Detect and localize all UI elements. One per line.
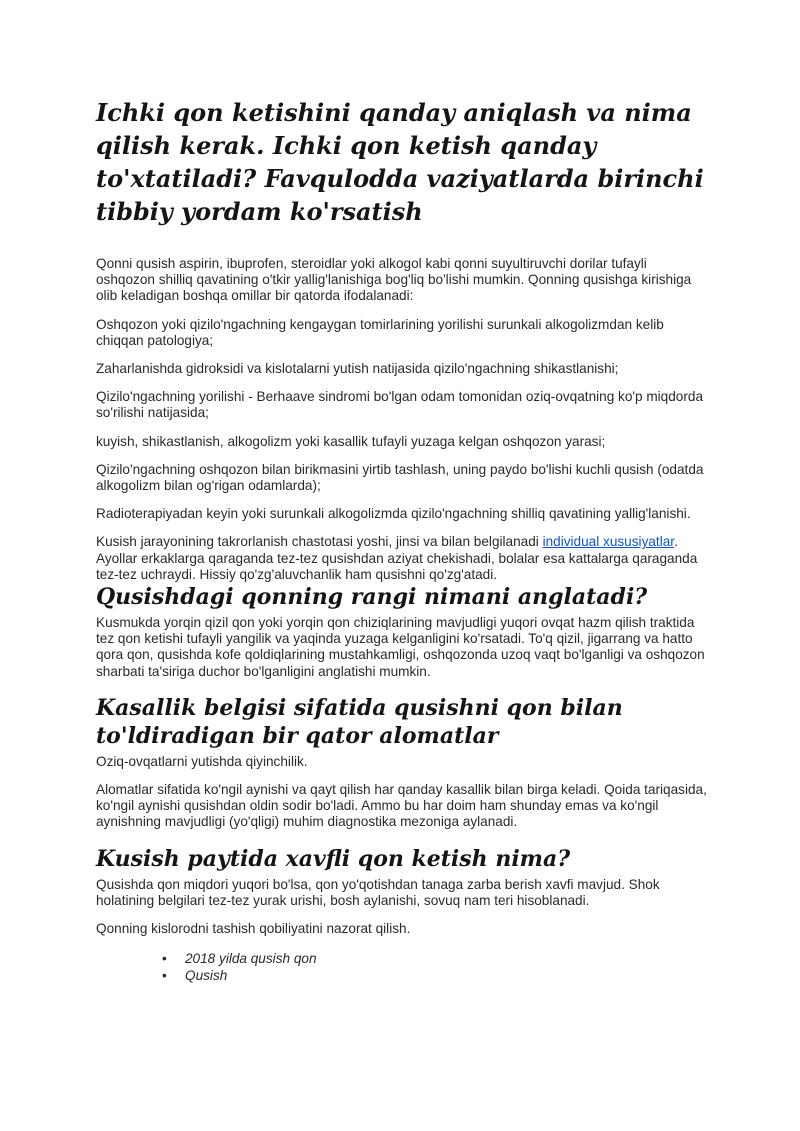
- bullet-icon: •: [162, 967, 167, 983]
- list-item-label: 2018 yilda qusish qon: [185, 951, 317, 967]
- frequency-text-start: Kusish jarayonining takrorlanish chastotasi yoshi, jinsi va bilan belgilanadi: [96, 534, 543, 550]
- section-heading-danger: Kusish paytida xavfli qon ketish nima?: [96, 845, 571, 872]
- list-item[interactable]: [162, 967, 708, 985]
- frequency-text-end: . Ayollar erkaklarga qaraganda tez-tez qusishdan aziyat chekishadi, bolalar esa kattalarga qaraganda tez-tez uchraydi. Hissiy qo'zg'aluvchanlik ham qusishni qo'zg'atadi.: [96, 534, 698, 582]
- bullet-icon: •: [162, 951, 167, 967]
- symptoms-paragraph-2: Alomatlar sifatida ko'ngil aynishi va qayt qilish har qanday kasallik bilan birga keladi. Qoida tariqasida, ko'ngil aynishi qusishdan oldin sodir bo'ladi. Ammo bu har doim ham shunday emas va ko'ngil aynishning mavjudligi (yo'qligi) muhim diagnostika mezoniga aylanadi.: [96, 782, 707, 830]
- page-title: Ichki qon ketishini qanday aniqlash va nima qilish kerak. Ichki qon ketish qanday to'xtatiladi? Favqulodda vaziyatlarda birinchi tibbiy yordam ko'rsatish: [96, 98, 704, 226]
- cause-item: Qizilo'ngachning yorilishi - Berhaave sindromi bo'lgan odam tomonidan oziq-ovqatning ko'p miqdorda so'rilishi natijasida;: [96, 389, 704, 421]
- document-page: [96, 96, 708, 984]
- individual-features-link[interactable]: individual xususiyatlar: [542, 534, 675, 550]
- cause-item: Qizilo'ngachning oshqozon bilan birikmasini yirtib tashlash, uning paydo bo'lishi kuchli qusish (odatda alkogolizm bilan og'rigan odamlarda);: [96, 461, 704, 494]
- danger-paragraph-1: Qusishda qon miqdori yuqori bo'lsa, qon yo'qotishdan tanaga zarba berish xavfi mavjud. Shok holatining belgilari tez-tez yurak urishi, bosh aylanishi, sovuq nam teri hisoblanadi.: [96, 876, 660, 908]
- symptoms-paragraph-1: Oziq-ovqatlarni yutishda qiyinchilik.: [96, 753, 308, 769]
- list-item-label: Qusish: [185, 967, 228, 983]
- cause-item: kuyish, shikastlanish, alkogolizm yoki kasallik tufayli yuzaga kelgan oshqozon yarasi;: [96, 433, 606, 449]
- section-heading-symptoms: Kasallik belgisi sifatida qusishni qon bilan to'ldiradigan bir qator alomatlar: [96, 694, 623, 749]
- section-heading-blood-color: Qusishdagi qonning rangi nimani anglatadi?: [96, 584, 648, 611]
- blood-color-paragraph: Kusmukda yorqin qizil qon yoki yorqin qon chiziqlarining mavjudligi yuqori ovqat hazm qilish traktida tez qon ketishi tufayli yangilik va yaqinda yuzaga kelganligini ko'rsatadi. To'q qizil, jigarrang va hatto qora qon, qusishda kofe qoldiqlarining mustahkamligi, oshqozonda uzoq vaqt bo'lganligi va oshqozon sharbati ta'siriga duchor bo'lganligini anglatishi mumkin.: [96, 615, 705, 679]
- related-links-list: [96, 951, 708, 984]
- cause-item: Radioterapiyadan keyin yoki surunkali alkogolizmda qizilo'ngachning shilliq qavatining yallig'lanishi.: [96, 506, 691, 522]
- frequency-paragraph: [96, 534, 708, 583]
- intro-paragraph: Qonni qusish aspirin, ibuprofen, steroidlar yoki alkogol kabi qonni suyultiruvchi dorilar tufayli oshqozon shilliq qavatining o'tkir yallig'lanishiga bog'liq bo'lishi mumkin. Qonning qusishga kirishiga olib keladigan boshqa omillar bir qatorda ifodalanadi:: [96, 256, 692, 304]
- cause-item: Oshqozon yoki qizilo'ngachning kengaygan tomirlarining yorilishi surunkali alkogolizmdan kelib chiqqan patologiya;: [96, 316, 664, 348]
- list-item[interactable]: [162, 951, 708, 968]
- cause-item: Zaharlanishda gidroksidi va kislotalarni yutish natijasida qizilo'ngachning shikastlanishi;: [96, 361, 619, 377]
- danger-paragraph-2: Qonning kislorodni tashish qobiliyatini nazorat qilish.: [96, 921, 411, 937]
